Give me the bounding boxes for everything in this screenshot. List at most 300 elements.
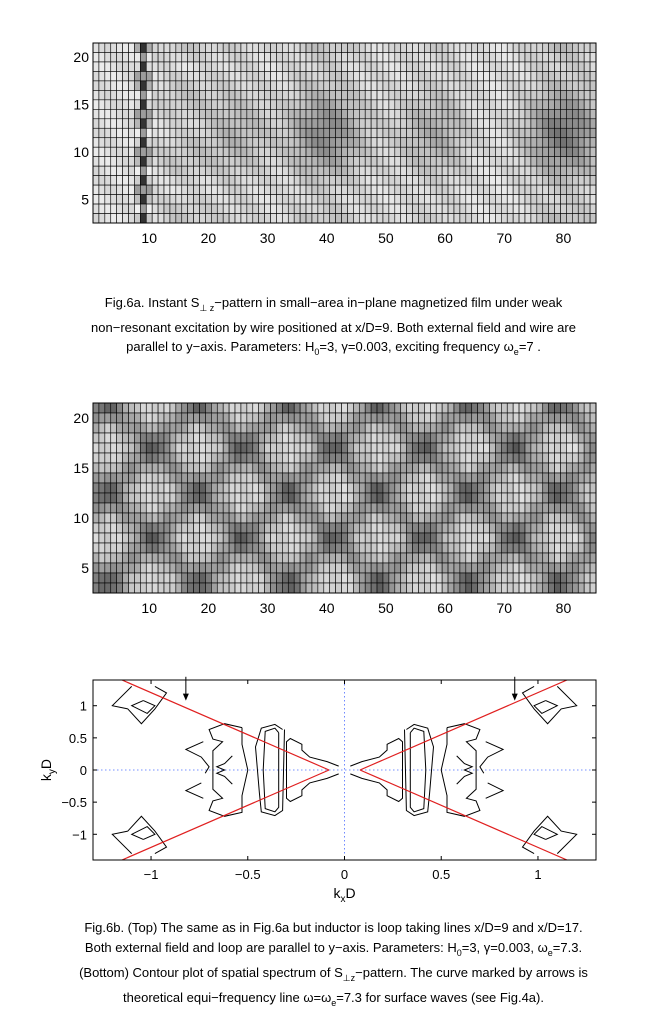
fig6a-cell — [182, 157, 188, 166]
fig6a-cell — [294, 166, 300, 175]
fig6b-top-cell — [253, 423, 259, 433]
fig6a-cell — [383, 128, 389, 137]
fig6b-top-cell — [359, 573, 365, 583]
fig6b-top-cell — [395, 403, 401, 413]
fig6b-top-cell — [205, 523, 211, 533]
fig6b-top-cell — [495, 513, 501, 523]
fig6a-cell — [129, 185, 135, 194]
fig6a-cell — [164, 100, 170, 109]
fig6b-top-cell — [217, 483, 223, 493]
fig6a-cell — [448, 90, 454, 99]
fig6b-top-cell — [365, 553, 371, 563]
fig6b-top-cell — [401, 513, 407, 523]
fig6b-top-cell — [466, 523, 472, 533]
fig6a-cell — [152, 166, 158, 175]
fig6b-top-cell — [371, 443, 377, 453]
fig6b-top-xtick-label: 70 — [496, 600, 513, 616]
fig6b-top-cell — [194, 473, 200, 483]
fig6b-top-cell — [543, 413, 549, 423]
fig6a-cell — [288, 90, 294, 99]
fig6b-top-cell — [265, 443, 271, 453]
fig6a-cell — [247, 62, 253, 71]
fig6a-cell — [294, 109, 300, 118]
fig6a-cell — [134, 119, 140, 128]
fig6b-top-cell — [117, 553, 123, 563]
fig6a-cell — [484, 195, 490, 204]
fig6a-cell — [531, 204, 537, 213]
fig6a-cell — [211, 52, 217, 61]
fig6b-top-cell — [371, 423, 377, 433]
fig6b-top-cell — [312, 533, 318, 543]
fig6a-cell — [590, 81, 596, 90]
fig6b-top-cell — [377, 463, 383, 473]
fig6a-cell — [478, 71, 484, 80]
fig6b-top-cell — [170, 563, 176, 573]
fig6b-top-cell — [306, 553, 312, 563]
fig6b-top-cell — [495, 453, 501, 463]
fig6b-top-cell — [318, 503, 324, 513]
fig6b-top-cell — [543, 553, 549, 563]
fig6a-cell — [188, 100, 194, 109]
fig6a-cell — [395, 204, 401, 213]
fig6a-cell — [288, 71, 294, 80]
fig6a-cell — [336, 147, 342, 156]
fig6b-top-cell — [176, 583, 182, 593]
fig6b-top-cell — [211, 513, 217, 523]
fig6a-cell — [424, 119, 430, 128]
fig6a-cell — [572, 138, 578, 147]
fig6a-cell — [436, 128, 442, 137]
fig6a-cell — [241, 52, 247, 61]
fig6a-cell — [265, 119, 271, 128]
fig6b-top-cell — [324, 573, 330, 583]
fig6b-top-cell — [111, 543, 117, 553]
fig6a-cell — [495, 119, 501, 128]
fig6a-cell — [418, 100, 424, 109]
fig6b-top-cell — [448, 563, 454, 573]
fig6a-cell — [146, 157, 152, 166]
fig6b-top-cell — [300, 423, 306, 433]
fig6b-top-cell — [200, 573, 206, 583]
fig6b-top-cell — [572, 533, 578, 543]
fig6a-cell — [282, 52, 288, 61]
fig6b-top-cell — [146, 443, 152, 453]
fig6a-cell — [584, 43, 590, 52]
fig6b-top-cell — [342, 513, 348, 523]
fig6b-top-cell — [395, 523, 401, 533]
fig6a-cell — [359, 147, 365, 156]
fig6b-top-cell — [342, 583, 348, 593]
fig6b-top-cell — [312, 413, 318, 423]
fig6a-cell — [134, 109, 140, 118]
fig6b-top-cell — [484, 443, 490, 453]
fig6b-top-cell — [584, 453, 590, 463]
fig6a-cell — [140, 71, 146, 80]
fig6a-cell — [336, 214, 342, 223]
fig6b-top-cell — [537, 523, 543, 533]
fig6b-top-cell — [371, 453, 377, 463]
fig6a-cell — [152, 176, 158, 185]
fig6b-top-cell — [200, 523, 206, 533]
fig6a-cell — [324, 81, 330, 90]
fig6b-top-cell — [371, 563, 377, 573]
fig6b-top-cell — [525, 523, 531, 533]
fig6a-cell — [306, 109, 312, 118]
fig6b-top-cell — [537, 483, 543, 493]
fig6a-cell — [170, 90, 176, 99]
fig6a-cell — [572, 52, 578, 61]
fig6b-top-cell — [247, 503, 253, 513]
fig6b-top-cell — [211, 503, 217, 513]
fig6a-cell — [507, 100, 513, 109]
fig6a-cell — [318, 81, 324, 90]
fig6a-cell — [306, 147, 312, 156]
fig6a-cell — [170, 214, 176, 223]
fig6b-top-cell — [442, 443, 448, 453]
fig6a-cell — [259, 176, 265, 185]
fig6a-cell — [205, 128, 211, 137]
fig6a-cell — [188, 214, 194, 223]
fig6a-cell — [253, 90, 259, 99]
fig6a-cell — [294, 71, 300, 80]
fig6a-cell — [395, 138, 401, 147]
fig6b-top-cell — [200, 563, 206, 573]
fig6a-cell — [413, 204, 419, 213]
fig6a-cell — [537, 166, 543, 175]
fig6a-cell — [324, 43, 330, 52]
fig6b-top-cell — [182, 513, 188, 523]
fig6a-cell — [134, 128, 140, 137]
fig6a-cell — [152, 52, 158, 61]
caption-fig6b — [0, 918, 667, 1013]
fig6b-top-cell — [336, 583, 342, 593]
fig6a-cell — [223, 81, 229, 90]
fig6b-top-cell — [525, 453, 531, 463]
fig6a-cell — [111, 52, 117, 61]
fig6b-top-cell — [489, 433, 495, 443]
fig6a-cell — [158, 100, 164, 109]
fig6a-cell — [549, 185, 555, 194]
fig6a-cell — [288, 166, 294, 175]
fig6a-cell — [436, 166, 442, 175]
fig6a-cell — [93, 100, 99, 109]
fig6a-cell — [584, 90, 590, 99]
fig6b-top-cell — [418, 443, 424, 453]
fig6b-top-cell — [200, 493, 206, 503]
fig6a-cell — [572, 185, 578, 194]
fig6b-top-cell — [93, 463, 99, 473]
fig6a-cell — [555, 43, 561, 52]
fig6a-cell — [330, 81, 336, 90]
fig6a-cell — [371, 119, 377, 128]
fig6b-top-cell — [478, 543, 484, 553]
fig6a-cell — [282, 62, 288, 71]
fig6b-top-cell — [572, 433, 578, 443]
fig6b-top-cell — [466, 563, 472, 573]
fig6b-top-cell — [259, 533, 265, 543]
fig6a-cell — [259, 195, 265, 204]
fig6a-cell — [117, 195, 123, 204]
fig6b-top-cell — [200, 403, 206, 413]
fig6a-cell — [560, 147, 566, 156]
fig6b-top-cell — [448, 403, 454, 413]
fig6b-top-cell — [430, 413, 436, 423]
fig6a-cell — [513, 204, 519, 213]
fig6a-cell — [466, 214, 472, 223]
fig6b-top-cell — [111, 533, 117, 543]
fig6b-top-cell — [353, 443, 359, 453]
fig6a-cell — [353, 185, 359, 194]
fig6a-cell — [182, 176, 188, 185]
fig6b-top-cell — [448, 433, 454, 443]
fig6b-top-cell — [484, 503, 490, 513]
fig6b-top-cell — [241, 563, 247, 573]
fig6a-cell — [578, 204, 584, 213]
fig6a-cell — [543, 52, 549, 61]
fig6a-cell — [519, 71, 525, 80]
fig6b-top-cell — [413, 563, 419, 573]
fig6a-cell — [566, 71, 572, 80]
fig6a-cell — [436, 52, 442, 61]
fig6b-top-cell — [211, 573, 217, 583]
fig6a-cell — [330, 138, 336, 147]
fig6b-top-cell — [205, 413, 211, 423]
fig6b-top-cell — [525, 553, 531, 563]
fig6a-cell — [330, 71, 336, 80]
fig6b-top-cell — [194, 403, 200, 413]
fig6b-top-cell — [430, 453, 436, 463]
fig6a-cell — [424, 147, 430, 156]
fig6b-top-cell — [560, 423, 566, 433]
fig6b-top-cell — [205, 463, 211, 473]
fig6a-cell — [353, 52, 359, 61]
fig6b-top-cell — [336, 513, 342, 523]
fig6a-cell — [407, 166, 413, 175]
fig6a-cell — [543, 109, 549, 118]
fig6b-top-cell — [418, 483, 424, 493]
fig6b-top-cell — [200, 473, 206, 483]
fig6a-cell — [525, 166, 531, 175]
fig6a-cell — [235, 176, 241, 185]
fig6a-cell — [342, 214, 348, 223]
fig6a-cell — [200, 176, 206, 185]
fig6b-top-cell — [164, 473, 170, 483]
fig6a-cell — [549, 109, 555, 118]
fig6b-top-cell — [383, 403, 389, 413]
fig6b-top-cell — [164, 453, 170, 463]
fig6a-cell — [401, 147, 407, 156]
fig6a-cell — [146, 195, 152, 204]
fig6b-top-cell — [507, 473, 513, 483]
fig6a-cell — [584, 81, 590, 90]
fig6b-top-cell — [117, 563, 123, 573]
fig6a-cell — [478, 90, 484, 99]
fig6a-cell — [353, 195, 359, 204]
fig6a-cell — [288, 119, 294, 128]
fig6b-top-cell — [442, 503, 448, 513]
fig6a-cell — [389, 166, 395, 175]
fig6b-top-cell — [276, 483, 282, 493]
fig6a-cell — [253, 157, 259, 166]
fig6a-cell — [146, 43, 152, 52]
fig6b-top-cell — [448, 493, 454, 503]
fig6a-cell — [318, 128, 324, 137]
fig6a-cell — [271, 214, 277, 223]
fig6a-cell — [152, 100, 158, 109]
fig6a-cell — [442, 166, 448, 175]
fig6b-top-cell — [413, 583, 419, 593]
fig6a-cell — [590, 147, 596, 156]
fig6a-cell — [489, 119, 495, 128]
fig6a-cell — [170, 52, 176, 61]
fig6b-top-cell — [176, 413, 182, 423]
fig6b-top-cell — [324, 533, 330, 543]
fig6b-top-cell — [543, 563, 549, 573]
fig6a-cell — [495, 52, 501, 61]
fig6b-top-cell — [489, 543, 495, 553]
fig6a-cell — [584, 52, 590, 61]
fig6a-cell — [211, 62, 217, 71]
fig6a-cell — [229, 166, 235, 175]
fig6b-top-cell — [123, 433, 129, 443]
fig6b-top-cell — [188, 423, 194, 433]
fig6a-cell — [495, 90, 501, 99]
fig6b-top-cell — [259, 583, 265, 593]
fig6b-top-cell — [235, 583, 241, 593]
fig6a-cell — [200, 62, 206, 71]
fig6b-top-cell — [312, 573, 318, 583]
fig6b-top-cell — [288, 553, 294, 563]
fig6b-top-cell — [117, 543, 123, 553]
fig6a-cell — [294, 100, 300, 109]
fig6b-top-cell — [294, 573, 300, 583]
fig6b-top-cell — [389, 423, 395, 433]
fig6a-cell — [472, 204, 478, 213]
fig6b-top-cell — [306, 463, 312, 473]
fig6a-cell — [170, 157, 176, 166]
fig6a-cell — [188, 138, 194, 147]
fig6a-cell — [525, 138, 531, 147]
fig6b-top-cell — [294, 433, 300, 443]
fig6a-cell — [99, 71, 105, 80]
fig6b-top-cell — [555, 463, 561, 473]
fig6b-top-cell — [507, 533, 513, 543]
fig6a-cell — [188, 176, 194, 185]
fig6a-cell — [211, 214, 217, 223]
fig6b-top-cell — [353, 503, 359, 513]
fig6a-cell — [555, 166, 561, 175]
fig6b-top-cell — [478, 573, 484, 583]
fig6b-top-cell — [247, 493, 253, 503]
fig6b-top-cell — [578, 483, 584, 493]
fig6a-cell — [531, 90, 537, 99]
fig6b-top-cell — [531, 473, 537, 483]
fig6a-cell — [484, 176, 490, 185]
fig6b-top-cell — [472, 553, 478, 563]
fig6b-top-cell — [501, 493, 507, 503]
fig6a-cell — [235, 214, 241, 223]
fig6a-cell — [164, 138, 170, 147]
fig6b-top-cell — [176, 563, 182, 573]
fig6b-top-cell — [194, 583, 200, 593]
fig6a-cell — [590, 166, 596, 175]
fig6a-cell — [401, 157, 407, 166]
fig6a-cell — [117, 90, 123, 99]
fig6a-cell — [117, 119, 123, 128]
fig6a-cell — [466, 81, 472, 90]
fig6a-cell — [578, 100, 584, 109]
fig6b-top-cell — [365, 523, 371, 533]
fig6b-top-cell — [152, 583, 158, 593]
fig6a-cell — [282, 119, 288, 128]
fig6a-cell — [288, 147, 294, 156]
fig6a-cell — [164, 109, 170, 118]
fig6a-cell — [146, 90, 152, 99]
fig6a-cell — [560, 166, 566, 175]
fig6a-cell — [105, 147, 111, 156]
fig6b-top-cell — [484, 573, 490, 583]
fig6b-top-cell — [377, 453, 383, 463]
fig6b-top-cell — [176, 503, 182, 513]
fig6b-top-cell — [99, 423, 105, 433]
fig6b-top-cell — [495, 523, 501, 533]
fig6b-top-cell — [93, 473, 99, 483]
fig6a-cell — [365, 62, 371, 71]
fig6b-top-cell — [401, 443, 407, 453]
fig6b-top-cell — [466, 553, 472, 563]
fig6a-cell — [590, 176, 596, 185]
fig6a-cell — [176, 157, 182, 166]
fig6a-cell — [318, 204, 324, 213]
fig6a-cell — [590, 119, 596, 128]
fig6b-top-cell — [395, 443, 401, 453]
fig6a-cell — [336, 185, 342, 194]
fig6a-cell — [271, 81, 277, 90]
fig6a-cell — [513, 185, 519, 194]
fig6a-cell — [389, 147, 395, 156]
fig6b-top-cell — [99, 533, 105, 543]
fig6a-cell — [282, 147, 288, 156]
fig6b-top-cell — [288, 463, 294, 473]
fig6b-top-cell — [324, 513, 330, 523]
fig6a-cell — [484, 166, 490, 175]
fig6b-top-cell — [282, 513, 288, 523]
fig6a-cell — [235, 157, 241, 166]
fig6a-cell — [300, 185, 306, 194]
fig6b-top-cell — [424, 403, 430, 413]
fig6a-cell — [342, 195, 348, 204]
fig6b-top-cell — [176, 403, 182, 413]
fig6a-cell — [300, 43, 306, 52]
fig6b-top-cell — [501, 403, 507, 413]
fig6b-top-cell — [188, 413, 194, 423]
fig6a-cell — [549, 62, 555, 71]
fig6a-cell — [430, 185, 436, 194]
fig6b-top-cell — [217, 563, 223, 573]
fig6a-cell — [158, 43, 164, 52]
fig6b-top-cell — [105, 433, 111, 443]
fig6a-cell — [211, 157, 217, 166]
fig6b-top-cell — [217, 403, 223, 413]
fig6b-top-cell — [560, 583, 566, 593]
fig6b-top-cell — [134, 413, 140, 423]
fig6b-top-cell — [276, 563, 282, 573]
fig6b-top-cell — [389, 463, 395, 473]
fig6a-cell — [430, 147, 436, 156]
fig6a-cell — [519, 128, 525, 137]
fig6a-cell — [188, 147, 194, 156]
fig6a-cell — [584, 138, 590, 147]
